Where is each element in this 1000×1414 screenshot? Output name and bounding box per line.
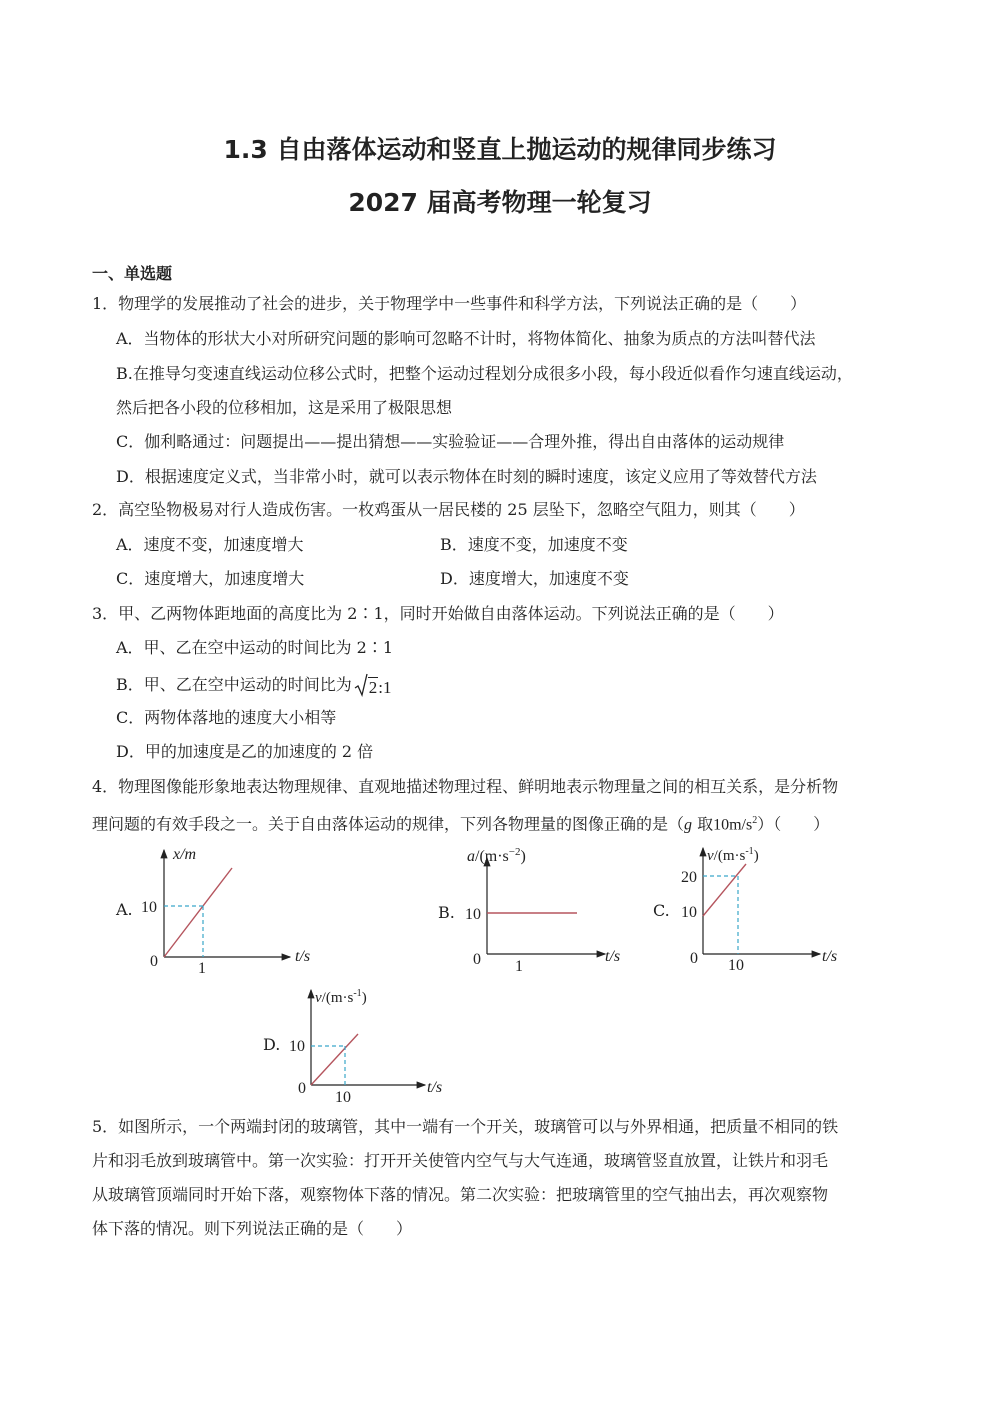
graph-a bbox=[130, 842, 330, 977]
graph-c-x-label: t/s bbox=[822, 948, 838, 965]
graph-b-origin: 0 bbox=[473, 951, 481, 968]
graph-d-y-label-close: ) bbox=[361, 990, 367, 1006]
graph-d bbox=[280, 972, 480, 1107]
graph-b-y-label-unit: /(m·s bbox=[475, 848, 509, 865]
question-2-option-b: B．速度不变，加速度不变 bbox=[440, 535, 628, 554]
graph-d-y-tick: 10 bbox=[289, 1038, 305, 1055]
graph-b-y-label-close: ) bbox=[520, 848, 526, 865]
graph-d-y-label-exp: -1 bbox=[353, 988, 362, 999]
page-subtitle: 2027 届高考物理一轮复习 bbox=[348, 188, 652, 217]
question-2-option-a: A．速度不变，加速度增大 bbox=[116, 535, 304, 554]
graph-a-line bbox=[164, 868, 232, 957]
question-1-option-d: D．根据速度定义式，当非常小时，就可以表示物体在时刻的瞬时速度，该定义应用了等效替代方法 bbox=[116, 467, 817, 486]
graph-c-option-label: C. bbox=[653, 901, 670, 920]
graph-a-option-label: A. bbox=[116, 900, 133, 919]
question-3-option-d: D．甲的加速度是乙的加速度的 2 倍 bbox=[116, 742, 374, 761]
sqrt-sign-icon bbox=[354, 673, 368, 697]
graph-a-y-label: x/m bbox=[173, 846, 197, 863]
graph-b-y-label bbox=[467, 846, 526, 865]
question-2-option-d: D．速度增大，加速度不变 bbox=[440, 569, 629, 588]
question-4-stem-text: 理问题的有效手段之一。关于自由落体运动的规律，下列各物理量的图像正确的是（ bbox=[92, 814, 685, 834]
graph-b-x-label: t/s bbox=[605, 948, 621, 965]
graph-c-origin: 0 bbox=[690, 950, 698, 967]
graph-d-y-label bbox=[315, 988, 367, 1006]
graph-b-y-label-var: a bbox=[467, 848, 475, 865]
graph-c-y-label bbox=[707, 846, 759, 864]
question-1-stem: 1．物理学的发展推动了社会的进步，关于物理学中一些事件和科学方法，下列说法正确的是（ ） bbox=[92, 294, 807, 313]
graph-a-origin: 0 bbox=[150, 953, 158, 970]
question-3-stem: 3．甲、乙两物体距地面的高度比为 2∶1，同时开始做自由落体运动。下列说法正确的是（ ） bbox=[92, 604, 784, 623]
graph-c-y-label-var: v bbox=[707, 848, 714, 864]
graph-d-y-label-unit: /(m·s bbox=[321, 990, 354, 1006]
question-2-stem: 2．高空坠物极易对行人造成伤害。一枚鸡蛋从一居民楼的 25 层坠下，忽略空气阻力，则其（ ） bbox=[92, 500, 805, 519]
question-1-option-b-line2: 然后把各小段的位移相加，这是采用了极限思想 bbox=[116, 398, 453, 417]
ratio-suffix: :1 bbox=[378, 678, 392, 697]
question-3-option-b-text: B．甲、乙在空中运动的时间比为 bbox=[116, 675, 352, 694]
graph-d-line bbox=[311, 1034, 358, 1085]
sqrt-expression bbox=[354, 673, 392, 697]
graph-b-y-label-exp: −2 bbox=[508, 846, 521, 858]
graph-c-y-tick-2: 20 bbox=[681, 869, 697, 886]
graph-c bbox=[672, 840, 872, 975]
take-text: 取 bbox=[692, 814, 714, 834]
graph-a-x-label: t/s bbox=[295, 948, 311, 965]
graph-b-y-tick: 10 bbox=[465, 906, 481, 923]
graph-b bbox=[455, 840, 655, 975]
graph-c-y-tick: 10 bbox=[681, 904, 697, 921]
question-3-option-b bbox=[116, 673, 392, 697]
graph-c-y-label-exp: -1 bbox=[745, 846, 754, 857]
question-3-option-a: A．甲、乙在空中运动的时间比为 2∶1 bbox=[116, 638, 394, 657]
question-4-stem-line1: 4．物理图像能形象地表达物理规律、直观地描述物理过程、鲜明地表示物理量之间的相互关系，是分析物 bbox=[92, 777, 839, 796]
graph-c-y-label-close: ) bbox=[753, 848, 759, 864]
graph-d-option-label: D. bbox=[263, 1035, 281, 1054]
graph-d-x-tick: 10 bbox=[335, 1089, 351, 1106]
graph-d-y-label-var: v bbox=[315, 990, 322, 1006]
question-5-line1: 5．如图所示，一个两端封闭的玻璃管，其中一端有一个开关，玻璃管可以与外界相通，把质量不相同的铁 bbox=[92, 1117, 839, 1136]
sqrt-radicand: 2 bbox=[368, 678, 378, 697]
g-symbol: g bbox=[684, 816, 693, 834]
graph-c-y-label-unit: /(m·s bbox=[713, 848, 746, 864]
graph-c-line bbox=[703, 864, 746, 916]
question-5-line3: 从玻璃管顶端同时开始下落，观察物体下落的情况。第二次实验：把玻璃管里的空气抽出去，再次观察物 bbox=[92, 1185, 829, 1204]
g-value: 10m/s bbox=[713, 816, 753, 834]
section-heading: 一、单选题 bbox=[92, 264, 173, 283]
question-5-line2: 片和羽毛放到玻璃管中。第一次实验：打开开关使管内空气与大气连通，玻璃管竖直放置，让铁片和羽毛 bbox=[92, 1151, 829, 1170]
question-2-option-c: C．速度增大，加速度增大 bbox=[116, 569, 305, 588]
question-4-stem-suffix: ）（ ） bbox=[757, 814, 830, 834]
question-5-line4: 体下落的情况。则下列说法正确的是（ ） bbox=[92, 1219, 413, 1238]
page-title: 1.3 自由落体运动和竖直上抛运动的规律同步练习 bbox=[223, 135, 777, 164]
question-1-option-c: C．伽利略通过：问题提出——提出猜想——实验验证——合理外推，得出自由落体的运动规律 bbox=[116, 432, 785, 451]
g-value-exponent: 2 bbox=[752, 815, 758, 826]
question-4-stem-line2 bbox=[92, 811, 829, 835]
graph-c-x-tick: 10 bbox=[728, 957, 744, 974]
graph-d-x-label: t/s bbox=[427, 1079, 443, 1096]
graph-a-x-tick: 1 bbox=[198, 960, 206, 977]
graph-d-origin: 0 bbox=[298, 1080, 306, 1097]
graph-b-x-tick: 1 bbox=[515, 958, 523, 975]
question-1-option-b-line1: B.在推导匀变速直线运动位移公式时，把整个运动过程划分成很多小段，每小段近似看作匀速直线运动， bbox=[116, 364, 853, 383]
graph-a-y-tick: 10 bbox=[141, 899, 157, 916]
question-3-option-c: C．两物体落地的速度大小相等 bbox=[116, 708, 337, 727]
graph-b-option-label: B. bbox=[438, 903, 455, 922]
question-1-option-a: A．当物体的形状大小对所研究问题的影响可忽略不计时，将物体简化、抽象为质点的方法叫替代法 bbox=[116, 329, 816, 348]
